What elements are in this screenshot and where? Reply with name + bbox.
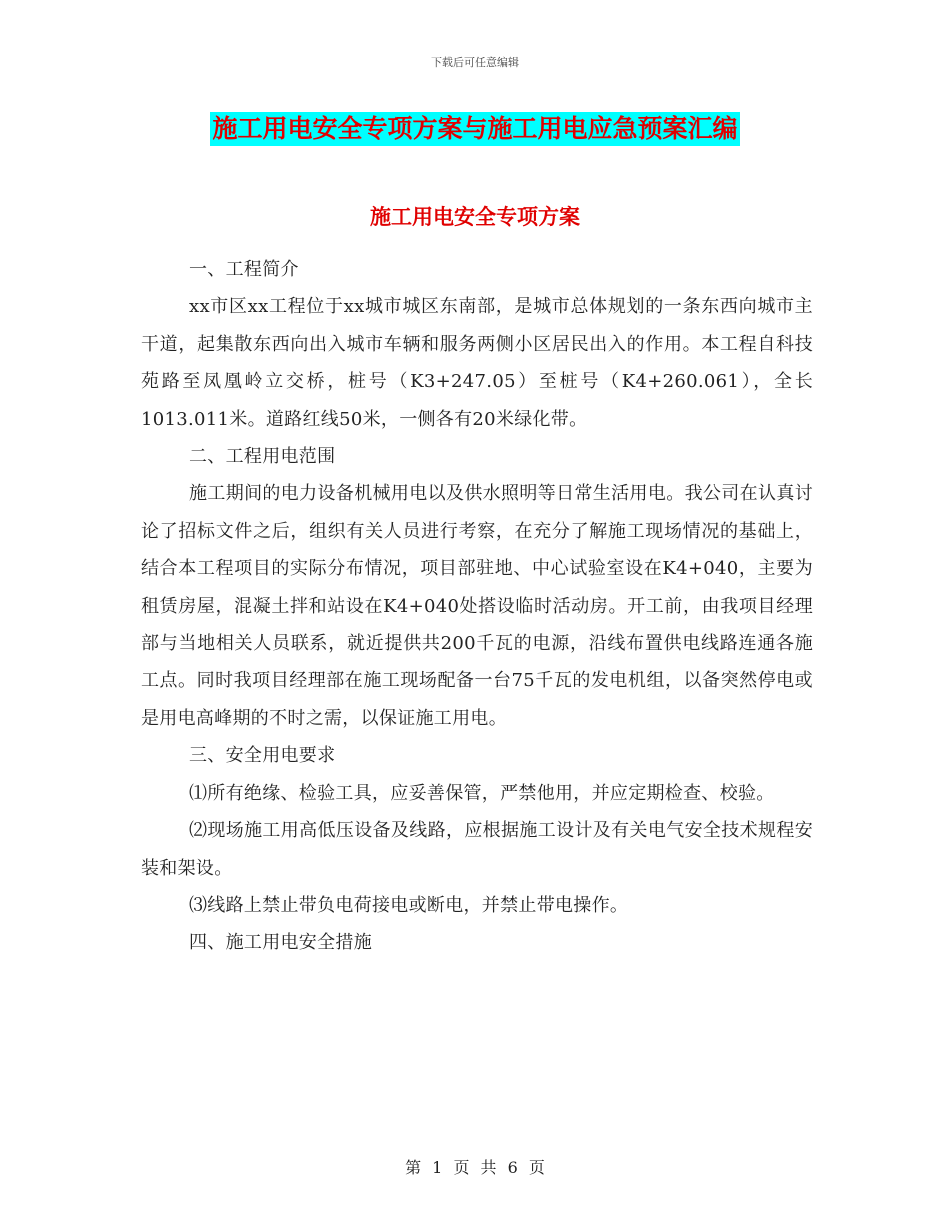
main-title-wrap: [0, 112, 950, 146]
section-3-item-2: ⑵现场施工用高低压设备及线路，应根据施工设计及有关电气安全技术规程安装和架设。: [141, 820, 813, 879]
section-1-paragraph: xx市区xx工程位于xx城市城区东南部，是城市总体规划的一条东西向城市主干道，起集散东西向出入城市车辆和服务两侧小区居民出入的作用。本工程自科技苑路至凤凰岭立交桥，桩号（K3+247.05）至桩号（K4+260.061），全长1013.011米。道路红线50米，一侧各有20米绿化带。: [141, 296, 813, 430]
section-3-item-3: ⑶线路上禁止带负电荷接电或断电，并禁止带电操作。: [189, 894, 629, 916]
sub-title: 施工用电安全专项方案: [370, 204, 580, 229]
section-heading-1: 一、工程简介: [189, 259, 299, 280]
section-heading-4: 四、施工用电安全措施: [189, 932, 372, 954]
section-2-paragraph: 施工期间的电力设备机械用电以及供水照明等日常生活用电。我公司在认真讨论了招标文件之后，组织有关人员进行考察，在充分了解施工现场情况的基础上，结合本工程项目的实际分布情况，项目部驻地、中心试验室设在K4+040，主要为租赁房屋，混凝土拌和站设在K4+040处搭设临时活动房。开工前，由我项目经理部与当地相关人员联系，就近提供共200千瓦的电源，沿线布置供电线路连通各施工点。同时我项目经理部在施工现场配备一台75千瓦的发电机组，以备突然停电或是用电高峰期的不时之需，以保证施工用电。: [141, 483, 813, 729]
header-note: 下载后可任意编辑: [431, 56, 519, 69]
section-3-item-1: ⑴所有绝缘、检验工具，应妥善保管，严禁他用，并应定期检查、校验。: [189, 782, 775, 804]
main-title: 施工用电安全专项方案与施工用电应急预案汇编: [210, 112, 739, 146]
section-heading-2: 二、工程用电范围: [189, 446, 336, 468]
page-number-footer: 第 1 页 共 6 页: [405, 1158, 545, 1177]
document-body: [141, 251, 813, 962]
section-heading-3: 三、安全用电要求: [189, 745, 336, 767]
